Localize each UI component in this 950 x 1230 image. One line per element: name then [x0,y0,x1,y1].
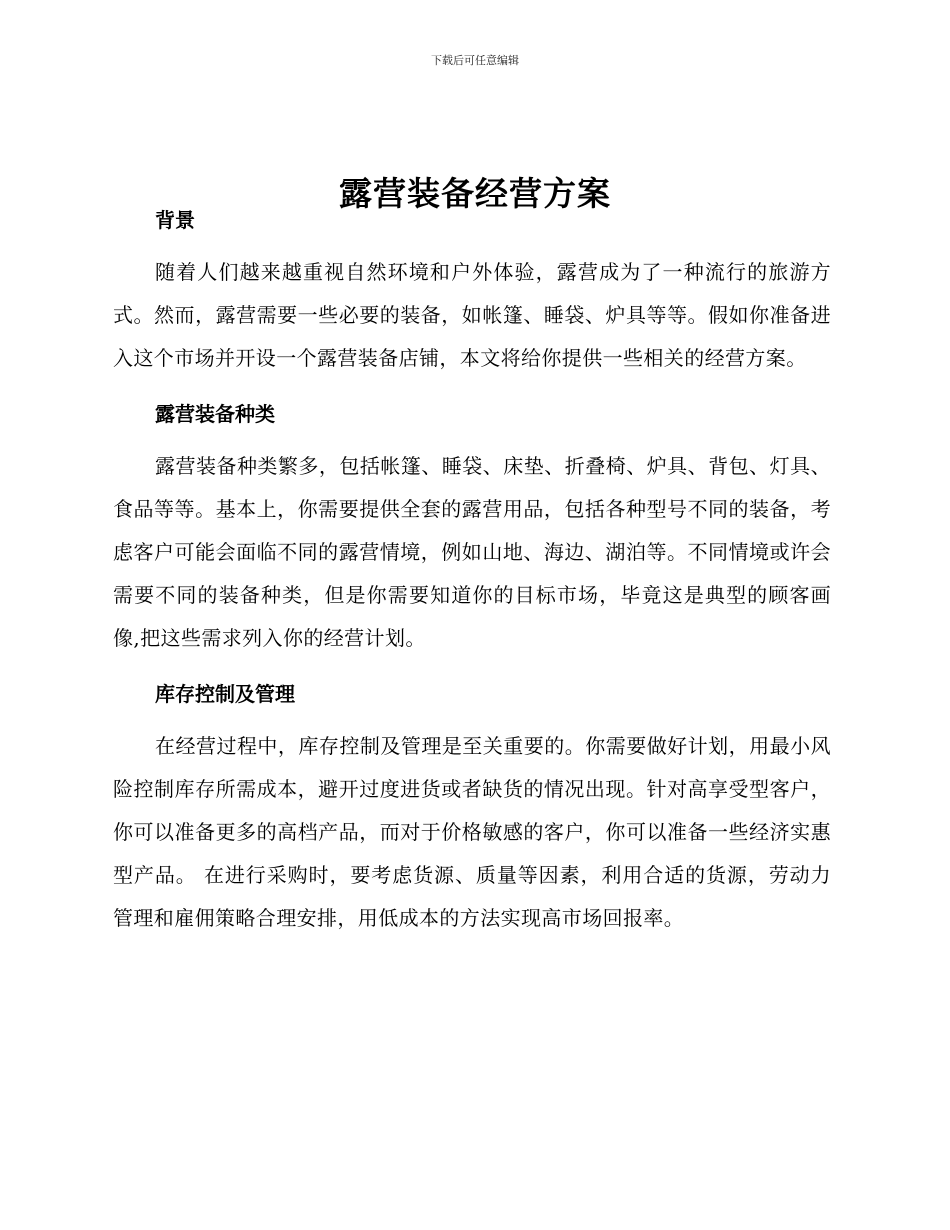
section-background [113,206,831,380]
section-paragraph: 在经营过程中，库存控制及管理是至关重要的。你需要做好计划，用最小风险控制库存所需成本，避开过度进货或者缺货的情况出现。针对高享受型客户，你可以准备更多的高档产品，而对于价格敏感的客户，你可以准备一些经济实惠型产品。 在进行采购时，要考虑货源、质量等因素，利用合适的货源，劳动力管理和雇佣策略合理安排，用低成本的方法实现高市场回报率。 [113,734,831,930]
section-heading: 背景 [155,208,195,232]
page-header-note: 下载后可任意编辑 [431,54,519,67]
section-heading: 库存控制及管理 [155,682,295,706]
section-paragraph: 随着人们越来越重视自然环境和户外体验，露营成为了一种流行的旅游方式。然而，露营需要一些必要的装备，如帐篷、睡袋、炉具等等。假如你准备进入这个市场并开设一个露营装备店铺，本文将给你提供一些相关的经营方案。 [113,260,831,370]
document-title: 露营装备经营方案 [339,174,611,214]
section-inventory-management [113,680,831,940]
section-paragraph: 露营装备种类繁多，包括帐篷、睡袋、床垫、折叠椅、炉具、背包、灯具、食品等等。基本上，你需要提供全套的露营用品，包括各种型号不同的装备，考虑客户可能会面临不同的露营情境，例如山地、海边、湖泊等。不同情境或许会需要不同的装备种类，但是你需要知道你的目标市场，毕竟这是典型的顾客画像,把这些需求列入你的经营计划。 [113,454,831,650]
section-equipment-types [113,400,831,660]
document-body [113,206,831,940]
section-heading: 露营装备种类 [155,402,275,426]
